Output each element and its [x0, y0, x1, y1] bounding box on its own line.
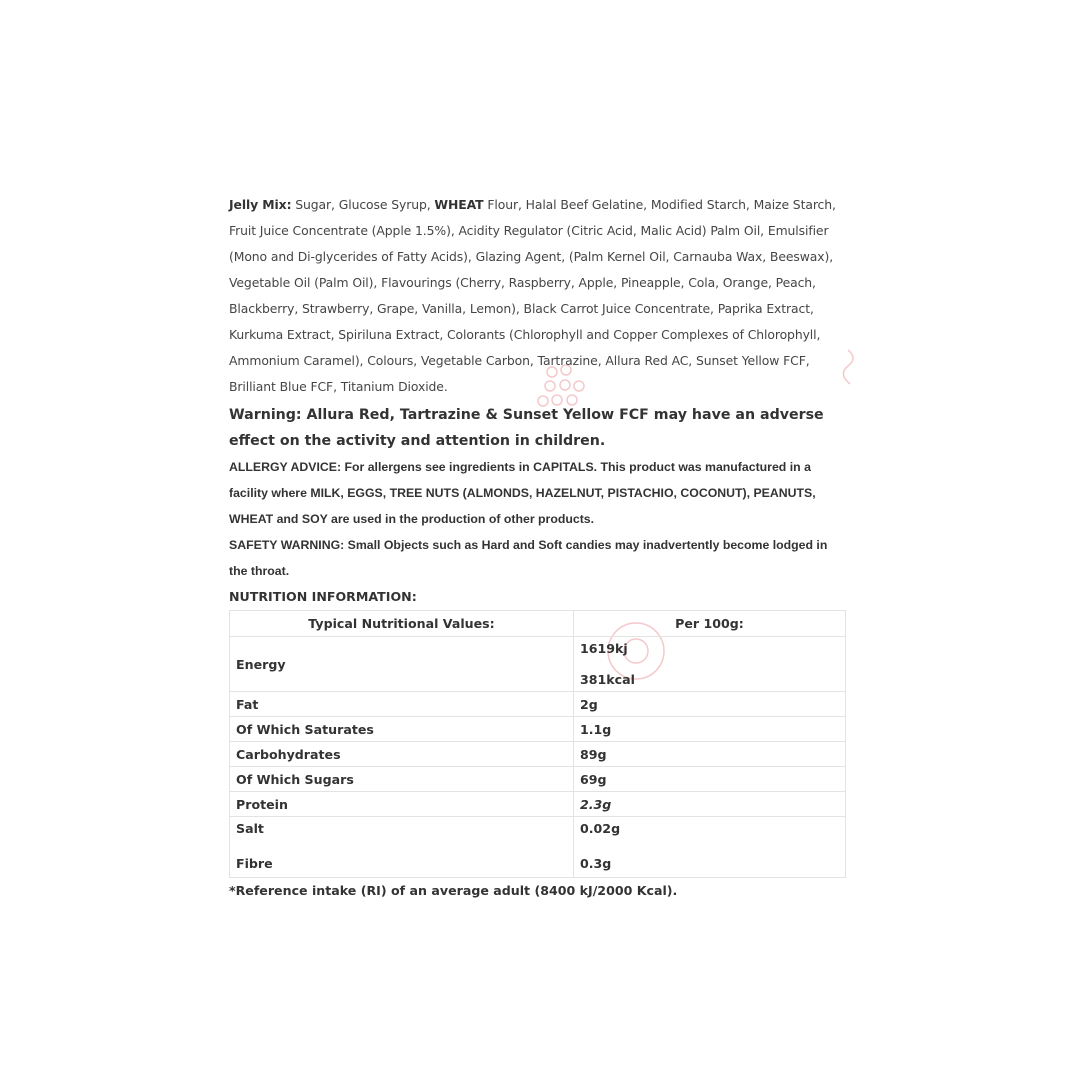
table-row [230, 717, 846, 742]
allergy-advice: ALLERGY ADVICE: For allergens see ingredients in CAPITALS. This product was manufactured in a facility where MILK, EGGS, TREE NUTS (ALMONDS, HAZELNUT, PISTACHIO, COCONUT), PEANUTS, WHEAT and SOY are used in the production of other products. [229, 460, 816, 526]
row-label: Protein [230, 792, 574, 817]
table-row-salt-fibre [230, 817, 846, 878]
row-label: Carbohydrates [230, 742, 574, 767]
salt-label: Salt [236, 821, 264, 836]
ingredients-text [229, 192, 849, 400]
energy-kj: 1619kj [580, 641, 628, 656]
column-header-label: Typical Nutritional Values: [230, 611, 574, 637]
column-header-value: Per 100g: [574, 611, 846, 637]
ingredients-part1: Sugar, Glucose Syrup, [291, 197, 435, 212]
row-value: 2g [574, 692, 846, 717]
fibre-value: 0.3g [580, 856, 612, 871]
table-row [230, 792, 846, 817]
fibre-label: Fibre [236, 856, 273, 871]
row-value-stack [574, 817, 846, 878]
reference-intake-footnote: *Reference intake (RI) of an average adult (8400 kJ/2000 Kcal). [229, 883, 678, 898]
colour-warning: Warning: Allura Red, Tartrazine & Sunset Yellow FCF may have an adverse effect on the activity and attention in children. [229, 407, 824, 449]
row-value [574, 637, 846, 692]
row-label-stack [230, 817, 574, 878]
row-label: Of Which Saturates [230, 717, 574, 742]
ingredients-part2: Flour, Halal Beef Gelatine, Modified Starch, Maize Starch, Fruit Juice Concentrate (Apple 1.5%), Acidity Regulator (Citric Acid, Malic Acid) Palm Oil, Emulsifier (Mono and Di-glycerides of Fatty Acids), Glazing Agent, (Palm Kernel Oil, Carnauba Wax, Beeswax), Vegetable Oil (Palm Oil), Flavourings (Cherry, Raspberry, Apple, Pineapple, Cola, Orange, Peach, Blackberry, Strawberry, Grape, Vanilla, Lemon), Black Carrot Juice Concentrate, Paprika Extract, Kurkuma Extract, Spiriluna Extract, Colorants (Chlorophyll and Copper Complexes of Chlorophyll, Ammonium Caramel), Colours, Vegetable Carbon, Tartrazine, Allura Red AC, Sunset Yellow FCF, Brilliant Blue FCF, Titanium Dioxide. [229, 197, 836, 394]
row-value: 1.1g [574, 717, 846, 742]
table-row-energy [230, 637, 846, 692]
row-label: Of Which Sugars [230, 767, 574, 792]
nutrition-heading: NUTRITION INFORMATION: [229, 589, 417, 604]
row-value: 69g [574, 767, 846, 792]
allergen-wheat: WHEAT [434, 197, 484, 212]
row-value: 89g [574, 742, 846, 767]
ingredients-label: Jelly Mix: [229, 197, 292, 212]
product-info [229, 192, 849, 904]
row-label: Energy [230, 637, 574, 692]
salt-value: 0.02g [580, 821, 621, 836]
table-header-row [230, 611, 846, 637]
table-row [230, 767, 846, 792]
nutrition-table [229, 610, 846, 878]
safety-warning: SAFETY WARNING: Small Objects such as Hard and Soft candies may inadvertently become lodged in the throat. [229, 538, 828, 578]
row-value: 2.3g [574, 792, 846, 817]
energy-kcal: 381kcal [580, 672, 635, 687]
table-row [230, 692, 846, 717]
row-label: Fat [230, 692, 574, 717]
table-row [230, 742, 846, 767]
